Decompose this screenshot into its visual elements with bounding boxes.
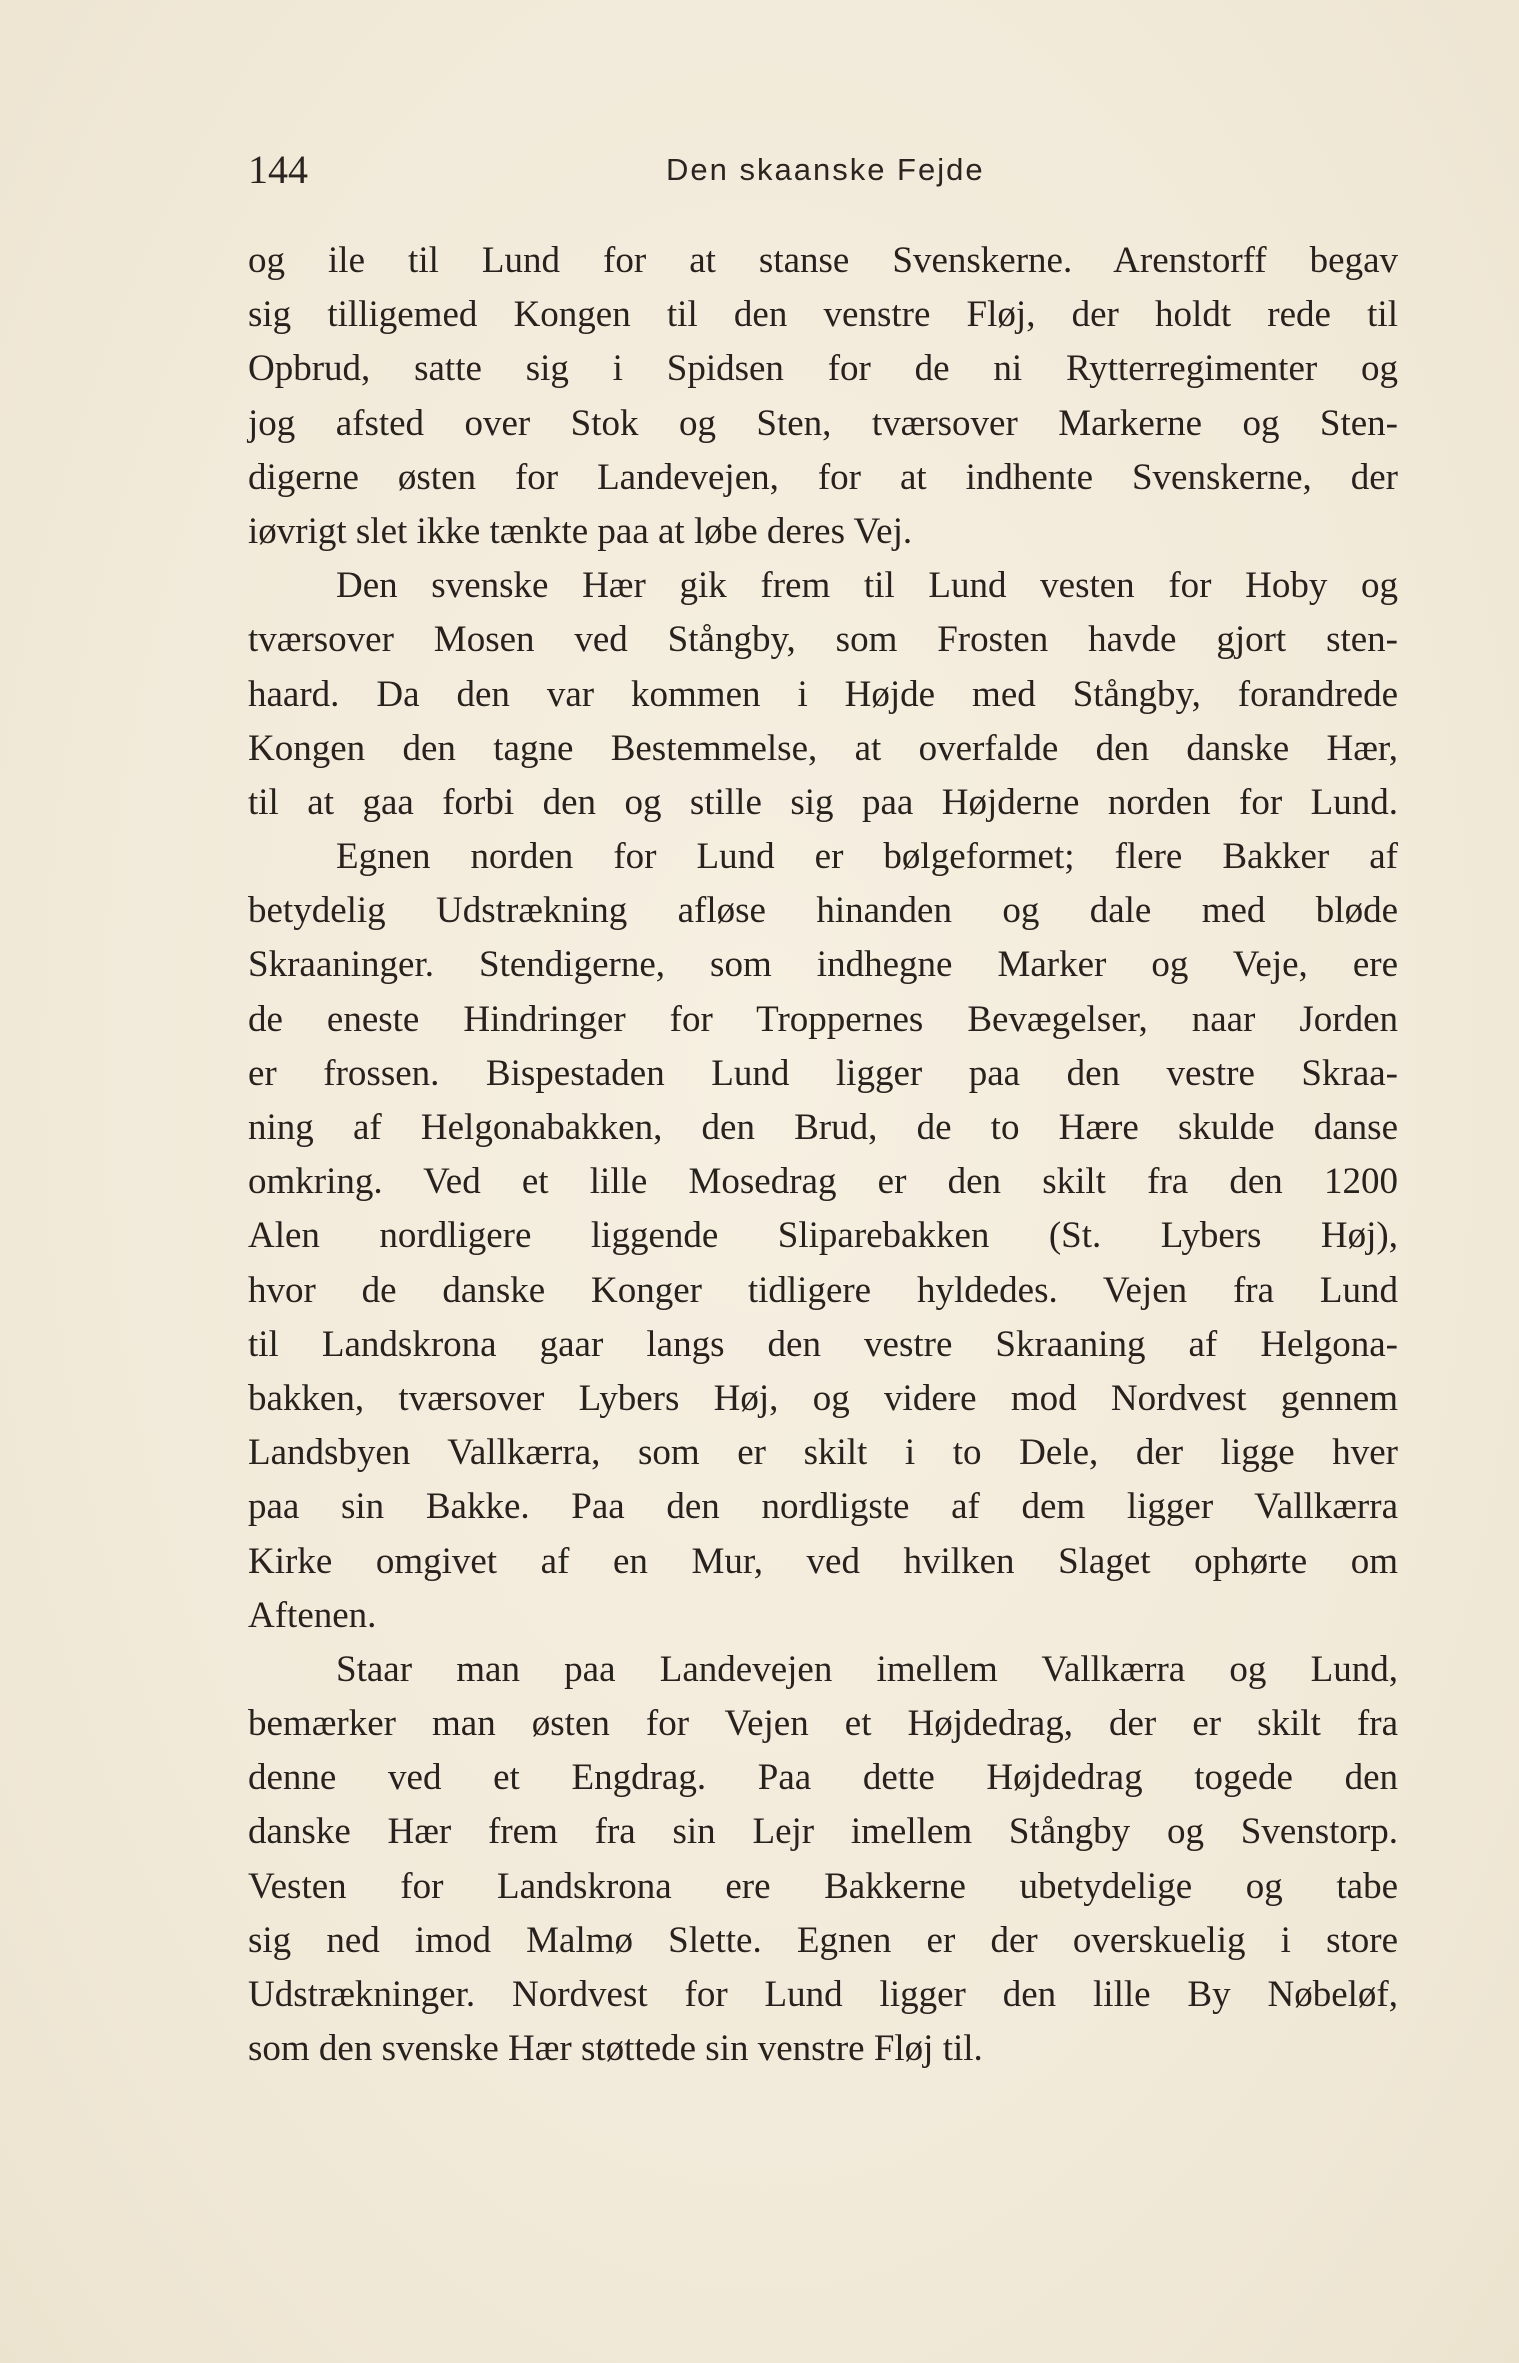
text-line: Opbrud, satte sig i Spidsen for de ni Rytterregimenter og (248, 348, 1398, 390)
text-line: Alen nordligere liggende Sliparebakken (St. Lybers Høj), (248, 1215, 1398, 1257)
text-line: digerne østen for Landevejen, for at indhente Svenskerne, der (248, 456, 1398, 498)
text-line: hvor de danske Konger tidligere hyldedes. Vejen fra Lund (248, 1269, 1398, 1311)
text-line: Skraaninger. Stendigerne, som indhegne Marker og Veje, ere (248, 944, 1398, 986)
page-header (248, 146, 1398, 194)
text-line: bemærker man østen for Vejen et Højdedrag, der er skilt fra (248, 1703, 1398, 1745)
text-line: ning af Helgonabakken, den Brud, de to Hære skulde danse (248, 1107, 1398, 1148)
page-number: 144 (248, 147, 308, 192)
text-line: til at gaa forbi den og stille sig paa Højderne norden for Lund. (248, 781, 1398, 823)
text-line: bakken, tværsover Lybers Høj, og videre mod Nordvest gennem (248, 1377, 1398, 1419)
text-line: Aftenen. (248, 1594, 377, 1636)
paragraph-start-line: Staar man paa Landevejen imellem Vallkærra og Lund, (336, 1648, 1398, 1690)
text-line: tværsover Mosen ved Stångby, som Frosten havde gjort sten- (248, 619, 1398, 661)
text-line: paa sin Bakke. Paa den nordligste af dem ligger Vallkærra (248, 1486, 1398, 1528)
text-line: Landsbyen Vallkærra, som er skilt i to Dele, der ligge hver (248, 1432, 1398, 1474)
text-line: haard. Da den var kommen i Højde med Stångby, forandrede (248, 673, 1398, 715)
text-line: betydelig Udstrækning afløse hinanden og dale med bløde (248, 890, 1398, 932)
text-line: er frossen. Bispestaden Lund ligger paa den vestre Skraa- (248, 1052, 1398, 1094)
text-line: jog afsted over Stok og Sten, tværsover Markerne og Sten- (248, 402, 1398, 444)
paragraph-start-line: Egnen norden for Lund er bølgeformet; flere Bakker af (336, 836, 1398, 878)
body-text (248, 234, 1398, 2076)
paragraph-start-line: Den svenske Hær gik frem til Lund vesten for Hoby og (336, 565, 1398, 607)
text-line: denne ved et Engdrag. Paa dette Højdedrag togede den (248, 1757, 1398, 1799)
text-line: danske Hær frem fra sin Lejr imellem Stångby og Svenstorp. (248, 1811, 1398, 1853)
text-line: sig ned imod Malmø Slette. Egnen er der overskuelig i store (248, 1919, 1398, 1961)
text-line: omkring. Ved et lille Mosedrag er den skilt fra den 1200 (248, 1161, 1398, 1203)
text-line: Udstrækninger. Nordvest for Lund ligger den lille By Nøbeløf, (248, 1974, 1398, 2015)
text-line: og ile til Lund for at stanse Svenskerne. Arenstorff begav (248, 240, 1398, 281)
running-head: Den skaanske Fejde (666, 152, 985, 187)
text-line: sig tilligemed Kongen til den venstre Fløj, der holdt rede til (248, 294, 1398, 336)
text-line: Kirke omgivet af en Mur, ved hvilken Slaget ophørte om (248, 1540, 1398, 1582)
text-line: iøvrigt slet ikke tænkte paa at løbe deres Vej. (248, 510, 913, 552)
text-line: til Landskrona gaar langs den vestre Skraaning af Helgona- (248, 1323, 1398, 1365)
text-line: som den svenske Hær støttede sin venstre Fløj til. (248, 2028, 983, 2070)
text-line: Vesten for Landskrona ere Bakkerne ubetydelige og tabe (248, 1865, 1398, 1907)
text-line: Kongen den tagne Bestemmelse, at overfalde den danske Hær, (248, 727, 1398, 769)
text-line: de eneste Hindringer for Troppernes Bevægelser, naar Jorden (248, 998, 1398, 1040)
